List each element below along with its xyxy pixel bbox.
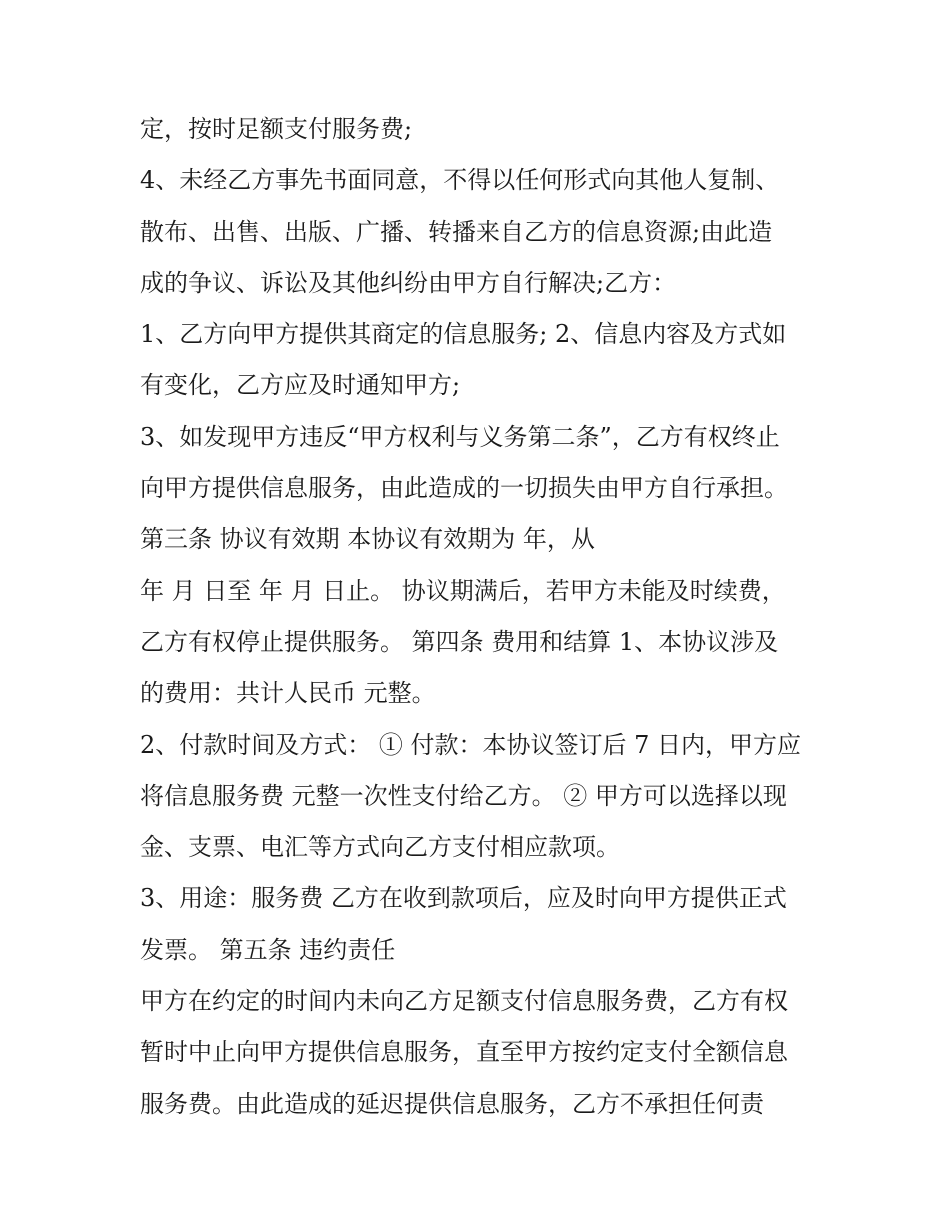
text-line: 甲方在约定的时间内未向乙方足额支付信息服务费，乙方有权 [140, 987, 788, 1016]
text-line: 4、未经乙方事先书面同意，不得以任何形式向其他人复制、 [140, 166, 780, 195]
text-line: 3、如发现甲方违反“甲方权利与义务第二条”，乙方有权终止 [140, 422, 780, 451]
text-line: 1、乙方向甲方提供其商定的信息服务; 2、信息内容及方式如 [140, 320, 787, 349]
text-line: 成的争议、诉讼及其他纠纷由甲方自行解决;乙方： [140, 268, 677, 297]
text-line: 定，按时足额支付服务费; [140, 115, 413, 143]
text-line: 3、用途：服务费 乙方在收到款项后，应及时向甲方提供正式 [140, 884, 787, 913]
text-line: 的费用：共计人民币 元整。 [140, 679, 436, 708]
text-line: 向甲方提供信息服务，由此造成的一切损失由甲方自行承担。 [140, 474, 788, 503]
text-line: 有变化，乙方应及时通知甲方; [140, 371, 461, 400]
text-line: 年 月 日至 年 月 日止。 协议期满后，若甲方未能及时续费， [140, 576, 786, 605]
text-line: 暂时中止向甲方提供信息服务，直至甲方按约定支付全额信息 [140, 1038, 788, 1067]
text-line: 散布、出售、出版、广播、转播来自乙方的信息资源;由此造 [140, 217, 773, 246]
text-line: 第三条 协议有效期 本协议有效期为 年，从 [140, 525, 595, 554]
text-line: 发票。 第五条 违约责任 [140, 935, 396, 964]
text-line: 2、付款时间及方式： ① 付款：本协议签订后 7 日内，甲方应 [140, 730, 802, 759]
text-line: 乙方有权停止提供服务。 第四条 费用和结算 1、本协议涉及 [140, 627, 779, 656]
text-line: 将信息服务费 元整一次性支付给乙方。 ② 甲方可以选择以现 [140, 781, 787, 810]
contract-body-text [140, 104, 820, 1130]
text-line: 服务费。由此造成的延迟提供信息服务，乙方不承担任何责 [140, 1089, 764, 1118]
text-line: 金、支票、电汇等方式向乙方支付相应款项。 [140, 833, 620, 862]
